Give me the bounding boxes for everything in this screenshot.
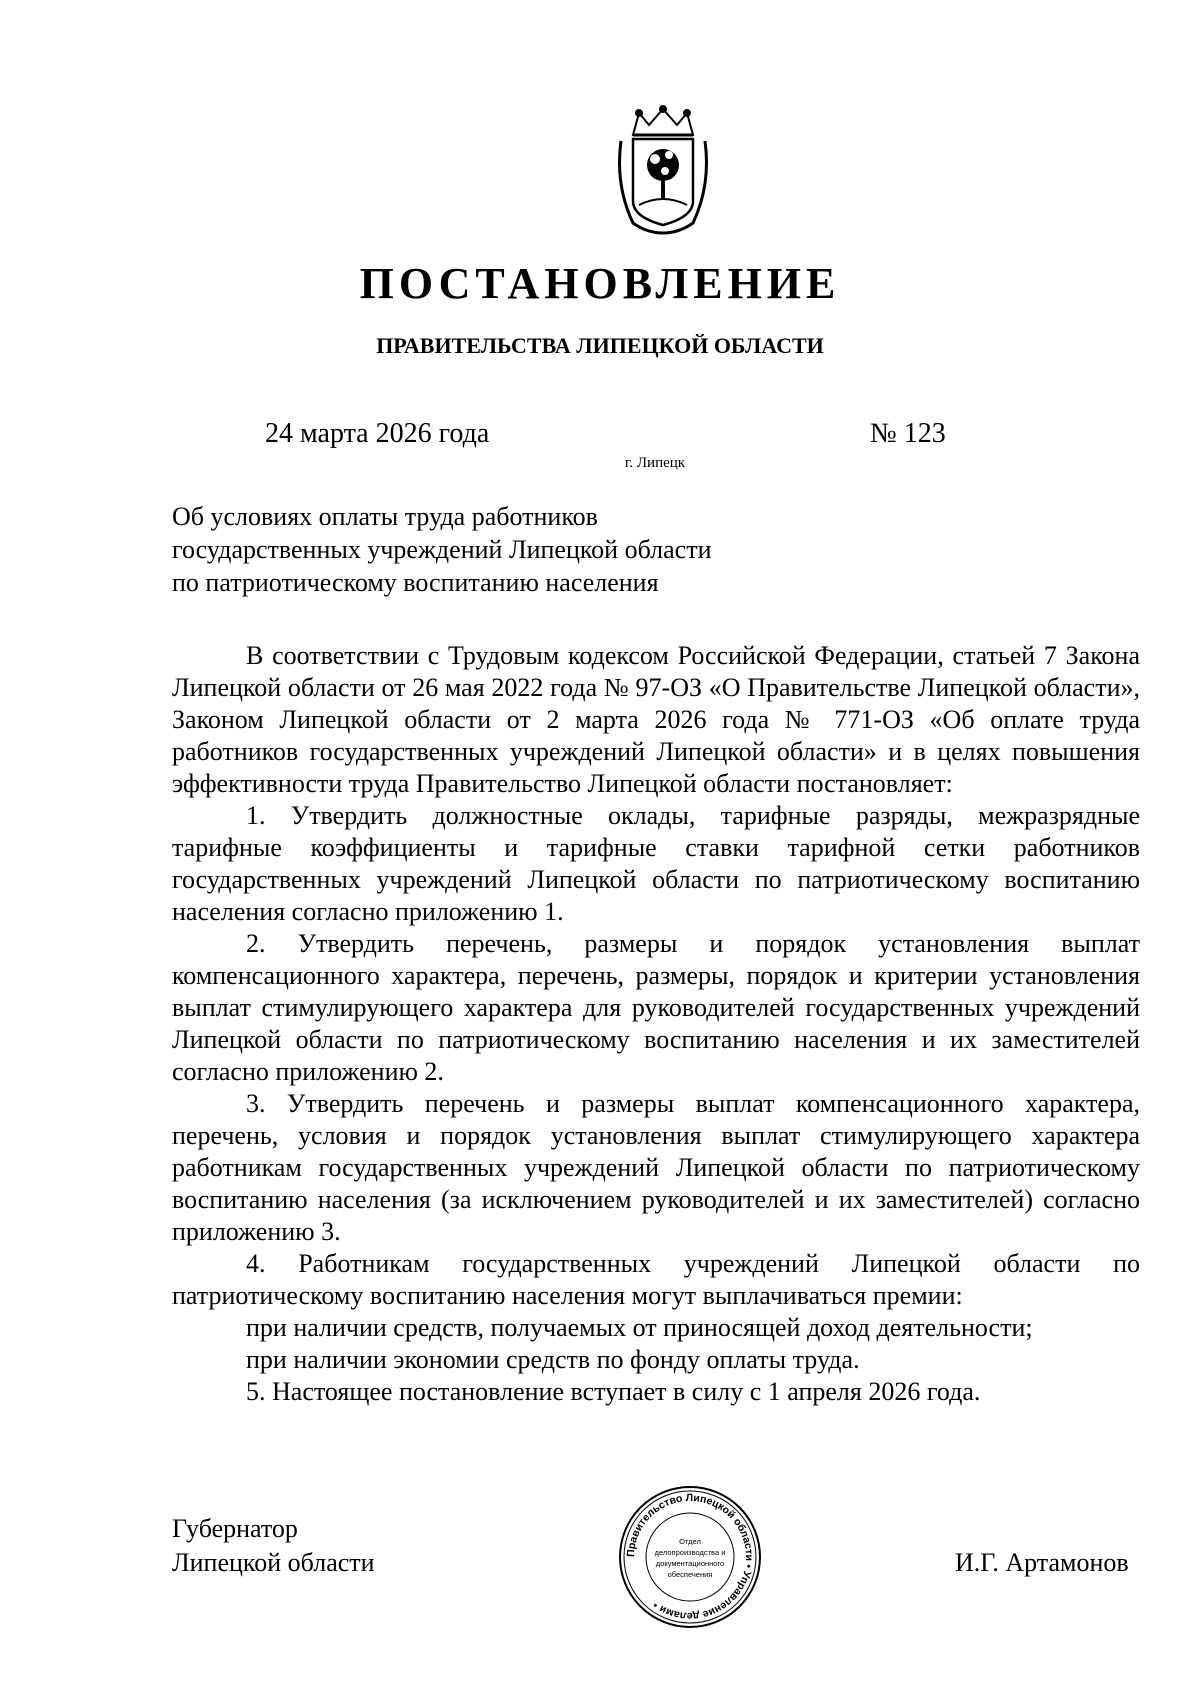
heading-line: по патриотическому воспитанию населения — [172, 568, 659, 597]
signatory-position-line: Губернатор — [172, 1514, 298, 1543]
seal-inner-line: обеспечения — [667, 1570, 713, 1579]
signatory-position — [172, 1512, 375, 1580]
clause-4: 4. Работникам государственных учреждений Липецкой области по патриотическому воспитанию населения могут выплачиваться премии: — [172, 1249, 1140, 1310]
document-place: г. Липецк — [624, 455, 686, 471]
heading-line: государственных учреждений Липецкой области — [172, 535, 712, 564]
clause-1: 1. Утвердить должностные оклады, тарифные разряды, межразрядные тарифные коэффициенты и тарифные ставки тарифной сетки работников государственных учреждений Липецкой области по патриотическому воспитанию населения согласно приложению 1. — [172, 801, 1140, 926]
signatory-name: И.Г. Артамонов — [955, 1548, 1129, 1577]
clause-4-item: при наличии экономии средств по фонду оплаты труда. — [246, 1345, 860, 1374]
document-number: № 123 — [870, 418, 946, 449]
document-heading — [172, 500, 712, 599]
coat-of-arms-icon — [611, 105, 715, 237]
official-seal-icon — [617, 1484, 763, 1630]
document-body — [172, 640, 1140, 1408]
document-title: ПОСТАНОВЛЕНИЕ — [359, 259, 841, 308]
signatory-position-line: Липецкой области — [172, 1548, 375, 1577]
preamble-paragraph: В соответствии с Трудовым кодексом Российской Федерации, статьей 7 Закона Липецкой области от 26 мая 2022 года № 97-ОЗ «О Правительстве Липецкой области», Законом Липецкой области от 2 марта 2026 года № 771-ОЗ «Об оплате труда работников государственных учреждений Липецкой области» и в целях повышения эффективности труда Правительство Липецкой области постановляет: — [172, 641, 1140, 798]
seal-outer-text: Правительство Липецкой области • Управление делами • — [624, 1491, 756, 1623]
seal-inner-line: документационного — [655, 1559, 725, 1568]
seal-inner-line: делопроизводства и — [654, 1548, 726, 1557]
heading-line: Об условиях оплаты труда работников — [172, 502, 598, 531]
clause-4-item: при наличии средств, получаемых от приносящей доход деятельности; — [246, 1313, 1033, 1342]
clause-2: 2. Утвердить перечень, размеры и порядок установления выплат компенсационного характера, перечень, размеры, порядок и критерии установления выплат стимулирующего характера для руководителей государственных учреждений Липецкой области по патриотическому воспитанию населения и их заместителей согласно приложению 2. — [172, 929, 1140, 1086]
document-date: 24 марта 2026 года — [265, 418, 490, 449]
document-subtitle: ПРАВИТЕЛЬСТВА ЛИПЕЦКОЙ ОБЛАСТИ — [376, 333, 824, 358]
clause-3: 3. Утвердить перечень и размеры выплат компенсационного характера, перечень, условия и порядок установления выплат стимулирующего характера работникам государственных учреждений Липецкой области по патриотическому воспитанию населения (за исключением руководителей и их заместителей) согласно приложению 3. — [172, 1089, 1140, 1246]
seal-inner-line: Отдел — [679, 1537, 701, 1546]
clause-5: 5. Настоящее постановление вступает в силу с 1 апреля 2026 года. — [246, 1377, 981, 1406]
